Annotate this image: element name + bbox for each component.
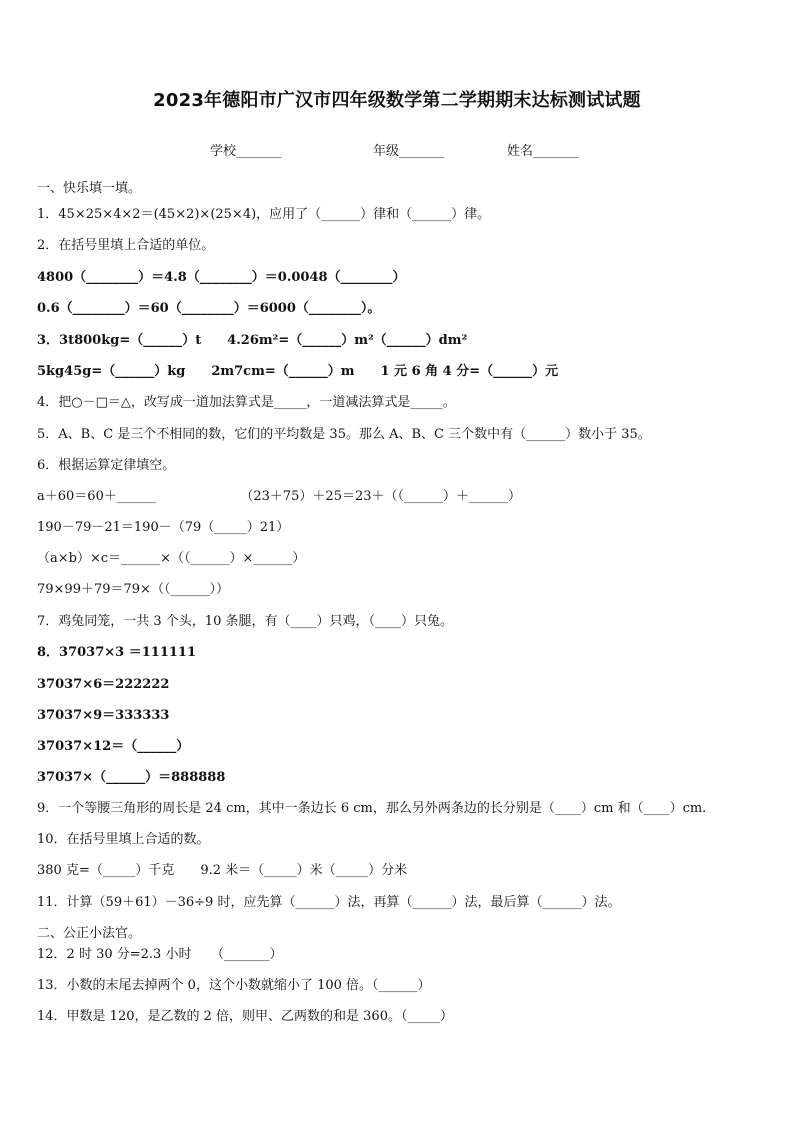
name-field: 姓名_______	[507, 144, 579, 159]
question-8-row-1: 8．37037×3 ＝111111	[37, 645, 197, 660]
section-heading-2: 二、公正小法官。	[37, 926, 142, 941]
question-8-row-2: 37037×6＝222222	[37, 677, 170, 692]
question-5: 5．A、B、C 是三个不相同的数，它们的平均数是 35。那么 A、B、C 三个数中有（______）数小于 35。	[37, 427, 651, 442]
question-2-row-2: 0.6（________）＝60（________）＝6000（________）。	[37, 301, 381, 316]
question-3-row-2: 5kg45g=（______）kg 2m7cm=（______）m 1 元 6 角 4 分=（______）元	[37, 364, 559, 379]
section-heading-1: 一、快乐填一填。	[37, 181, 142, 196]
question-8-row-3: 37037×9＝333333	[37, 708, 170, 723]
question-13: 13．小数的末尾去掉两个 0，这个小数就缩小了 100 倍。（______）	[37, 978, 431, 993]
question-6-row-4: 79×99＋79＝79×（（______））	[37, 582, 229, 597]
question-2-row-1: 4800（________）＝4.8（________）＝0.0048（________）	[37, 270, 406, 285]
question-10-row-1: 380 克=（_____）千克 9.2 米＝（_____）米（_____）分米	[37, 863, 408, 878]
question-8-row-4: 37037×12＝（______）	[37, 739, 190, 754]
question-3-row-1: 3．3t800kg=（______）t 4.26m²=（______）m²（______）dm²	[37, 333, 468, 348]
question-6-row-1: a＋60＝60＋______ （23＋75）＋25＝23＋（（______）＋______）	[37, 489, 522, 504]
question-14: 14．甲数是 120，是乙数的 2 倍，则甲、乙两数的和是 360。（_____）	[37, 1009, 453, 1024]
question-10: 10．在括号里填上合适的数。	[37, 832, 210, 847]
question-2: 2．在括号里填上合适的单位。	[37, 238, 215, 253]
question-6: 6．根据运算定律填空。	[37, 458, 176, 473]
question-8-row-5: 37037×（______）＝888888	[37, 770, 226, 785]
question-9: 9．一个等腰三角形的周长是 24 cm，其中一条边长 6 cm，那么另外两条边的长分别是（____）cm 和（____）cm.	[37, 801, 707, 816]
question-11: 11．计算（59＋61）－36÷9 时，应先算（______）法，再算（______）法，最后算（______）法。	[37, 895, 621, 910]
school-field: 学校_______	[210, 144, 282, 159]
question-4: 4．把○－□＝△，改写成一道加法算式是_____，一道减法算式是_____。	[37, 395, 456, 410]
page-title: 2023年德阳市广汉市四年级数学第二学期期末达标测试试题	[153, 90, 641, 111]
question-6-row-2: 190－79－21＝190－（79（_____）21）	[37, 520, 290, 535]
grade-field: 年级_______	[373, 144, 445, 159]
question-6-row-3: （a×b）×c＝______×（（______）×______）	[37, 551, 306, 566]
question-1: 1．45×25×4×2＝(45×2)×(25×4)，应用了（______）律和（______）律。	[37, 207, 491, 222]
question-12: 12．2 时 30 分=2.3 小时 （_______）	[37, 947, 283, 962]
question-7: 7．鸡兔同笼，一共 3 个头，10 条腿，有（____）只鸡，（____）只兔。	[37, 614, 453, 629]
